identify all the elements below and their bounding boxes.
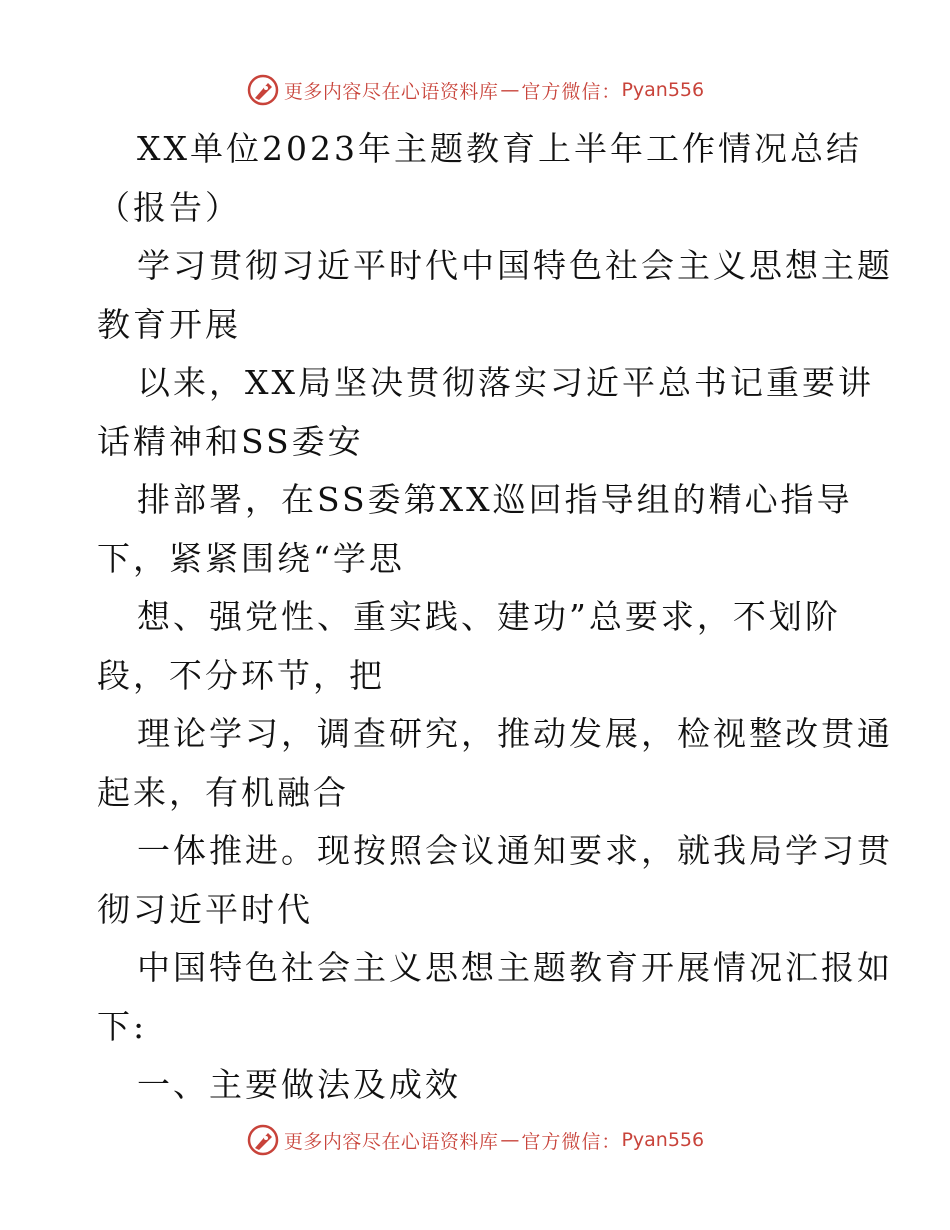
doc-line: 中国特色社会主义思想主题教育开展情况汇报如 bbox=[137, 948, 893, 987]
footer-banner bbox=[0, 1118, 950, 1162]
doc-line: 下: bbox=[97, 1006, 148, 1046]
doc-line: 学习贯彻习近平时代中国特色社会主义思想主题 bbox=[137, 246, 893, 285]
banner-dash: — bbox=[500, 1129, 520, 1151]
doc-line: 以来，XX局坚决贯彻落实习近平总书记重要讲 bbox=[137, 363, 874, 402]
banner-dash: — bbox=[500, 79, 520, 101]
doc-line: 起来，有机融合 bbox=[97, 772, 349, 812]
banner-wechat-label: 官方微信： bbox=[521, 80, 622, 103]
doc-line: 段，不分环节，把 bbox=[97, 655, 385, 695]
doc-title-line-1: XX单位2023年主题教育上半年工作情况总结 bbox=[137, 129, 862, 168]
doc-line: 理论学习，调查研究，推动发展，检视整改贯通 bbox=[137, 714, 893, 753]
doc-line: 教育开展 bbox=[97, 304, 241, 344]
doc-line: 排部署，在SS委第XX巡回指导组的精心指导 bbox=[137, 480, 853, 519]
doc-line: 下，紧紧围绕“学思 bbox=[97, 538, 405, 578]
banner-wechat-id: Pyan556 bbox=[621, 1129, 705, 1151]
banner-wechat-label: 官方微信： bbox=[521, 1130, 622, 1153]
banner-wechat-id: Pyan556 bbox=[621, 79, 705, 101]
doc-title-line-2: （报告） bbox=[97, 187, 241, 227]
pen-nib-icon bbox=[246, 73, 280, 107]
document-body bbox=[97, 120, 893, 1115]
banner-main-text: 更多内容尽在心语资料库 bbox=[283, 80, 499, 103]
banner-main-text: 更多内容尽在心语资料库 bbox=[283, 1130, 499, 1153]
doc-line: 话精神和SS委安 bbox=[97, 421, 364, 461]
pen-nib-icon bbox=[246, 1123, 280, 1157]
doc-line: 一体推进。现按照会议通知要求，就我局学习贯 bbox=[137, 831, 893, 870]
doc-line: 彻习近平时代 bbox=[97, 889, 313, 929]
header-banner bbox=[0, 68, 950, 112]
doc-line: 想、强党性、重实践、建功”总要求，不划阶 bbox=[137, 597, 841, 636]
section-heading: 一、主要做法及成效 bbox=[137, 1065, 461, 1104]
